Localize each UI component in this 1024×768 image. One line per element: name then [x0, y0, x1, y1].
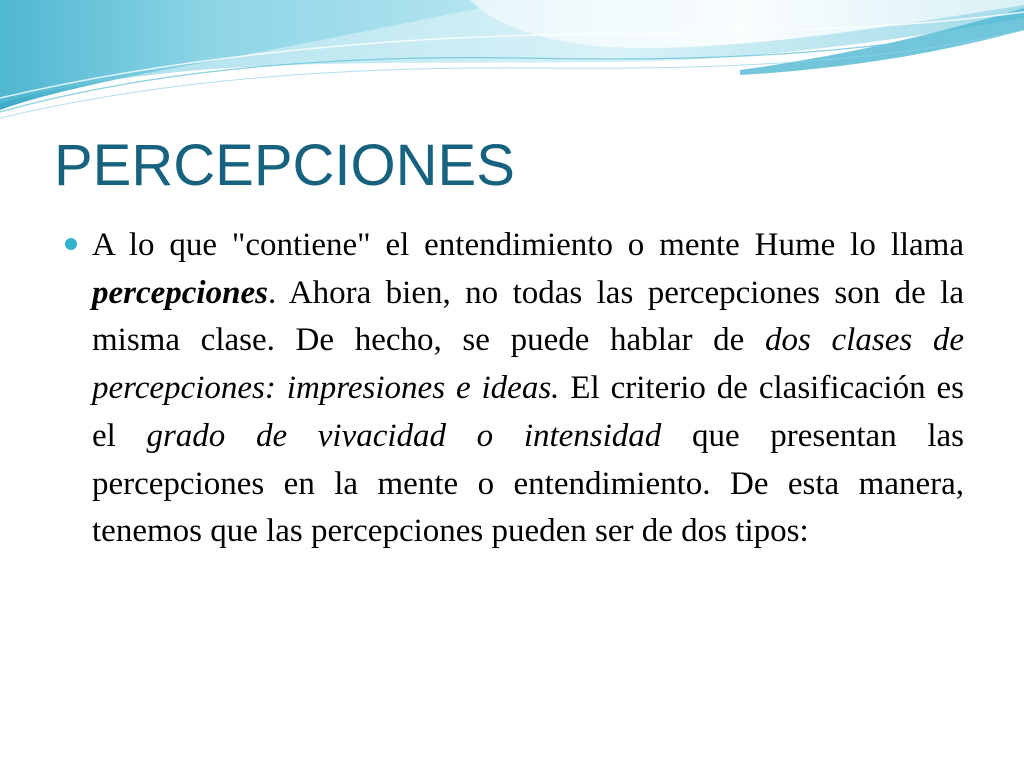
slide-title: PERCEPCIONES [54, 133, 515, 198]
emphasis-dos-clases: dos clases de percepciones: impresiones e ideas. [92, 322, 965, 407]
text-segment: A lo que "contiene" el entendimiento o mente Hume lo llama [92, 227, 964, 263]
text-segment: que presentan las percepciones en la mente o entendimiento. De esta manera, tenemos que las percepciones pueden ser de dos tipos: [92, 417, 964, 550]
text-segment: El criterio de clasificación es el [92, 370, 965, 454]
emphasis-percepciones: percepciones [92, 274, 268, 311]
bullet-dot-icon [65, 238, 77, 250]
header-wave-decoration [0, 0, 1024, 125]
text-segment: . Ahora bien, no todas las percepciones son de la misma clase. De hecho, se puede hablar de [92, 274, 964, 359]
bullet-paragraph [92, 222, 964, 556]
emphasis-grado-vivacidad: grado de vivacidad o intensidad [146, 417, 662, 454]
